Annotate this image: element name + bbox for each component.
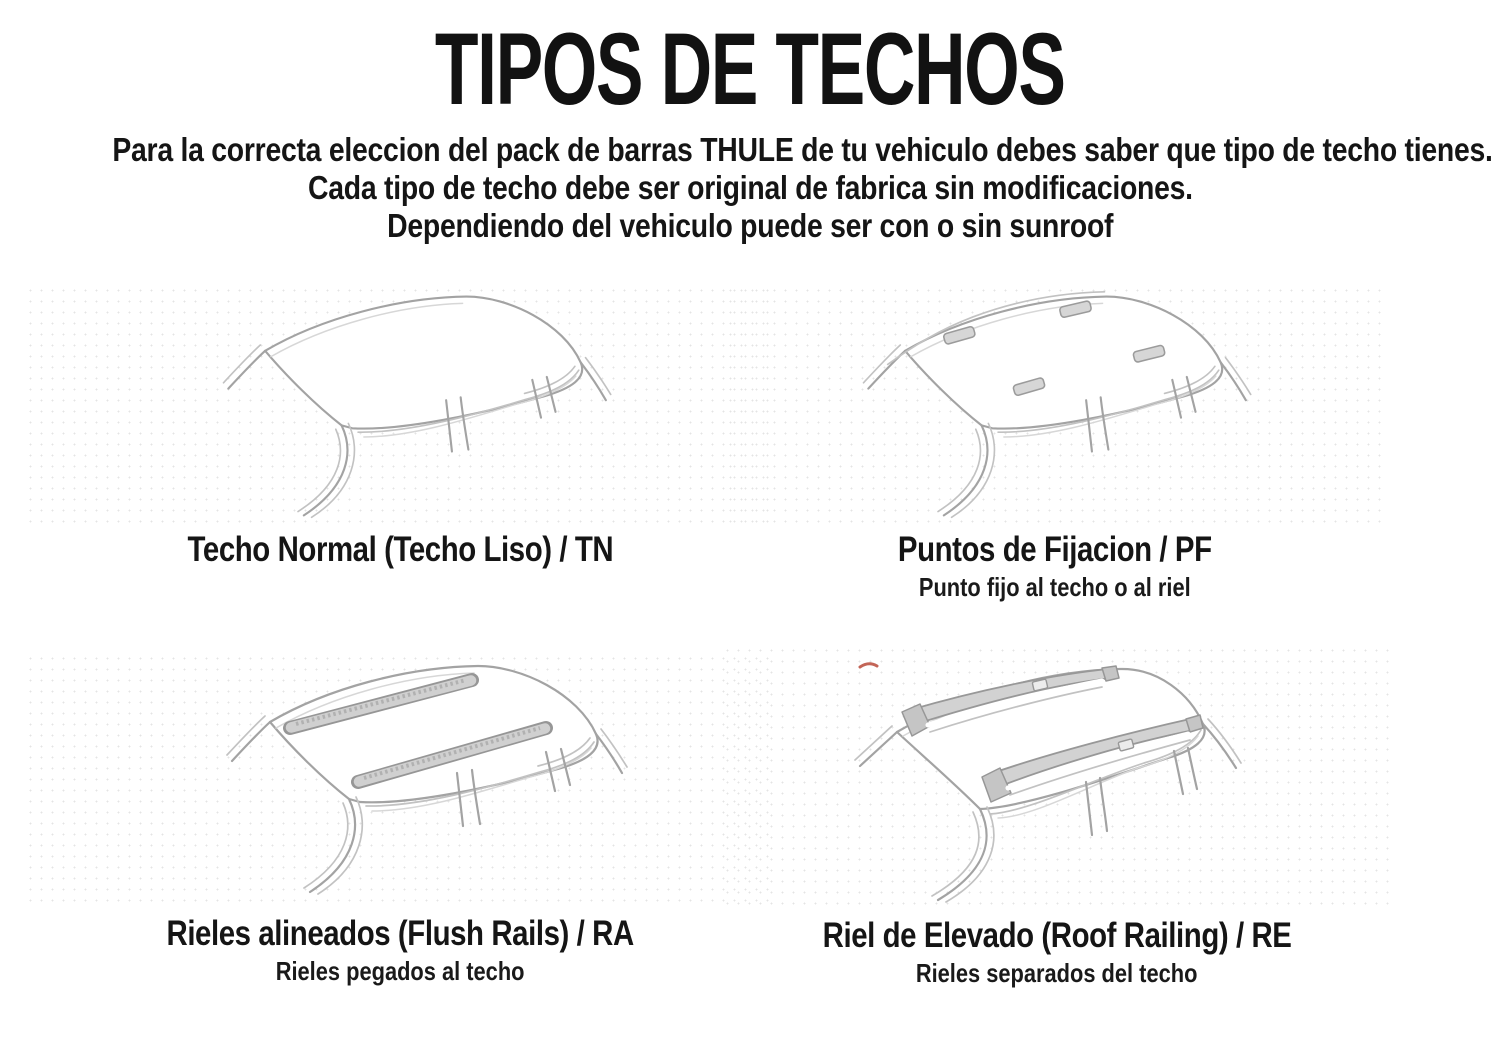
- roof-sketch-roofrailing-icon: [722, 645, 1392, 907]
- roof-type-card-ra: [25, 653, 775, 985]
- page-title: TIPOS DE TECHOS: [435, 12, 1065, 126]
- roof-type-label-re: Riel de Elevado (Roof Railing) / RE: [822, 916, 1292, 955]
- intro-line-1: Para la correcta eleccion del pack de barras THULE de tu vehiculo debes saber que tipo de techo tienes.: [112, 131, 1493, 168]
- roof-type-card-tn: [25, 285, 775, 568]
- intro-paragraph: [0, 131, 1500, 245]
- roof-type-sublabel-re: Rieles separados del techo: [916, 957, 1198, 988]
- roof-type-card-pf: [725, 285, 1385, 601]
- roof-type-label-ra: Rieles alineados (Flush Rails) / RA: [166, 914, 634, 953]
- roof-type-label-tn: Techo Normal (Techo Liso) / TN: [187, 530, 613, 569]
- roof-type-sublabel-ra: Rieles pegados al techo: [275, 955, 525, 986]
- roof-sketch-normal-icon: [25, 285, 775, 527]
- roof-sketch-flushrails-icon: [25, 653, 775, 905]
- roof-sketch-fixpoints-icon: [725, 285, 1385, 527]
- roof-type-label-pf: Puntos de Fijacion / PF: [898, 530, 1212, 569]
- intro-line-3: Dependiendo del vehiculo puede ser con o sin sunroof: [386, 207, 1114, 244]
- intro-line-2: Cada tipo de techo debe ser original de fabrica sin modificaciones.: [307, 169, 1193, 206]
- roof-type-card-re: [722, 645, 1392, 987]
- roof-type-sublabel-pf: Punto fijo al techo o al riel: [919, 571, 1191, 602]
